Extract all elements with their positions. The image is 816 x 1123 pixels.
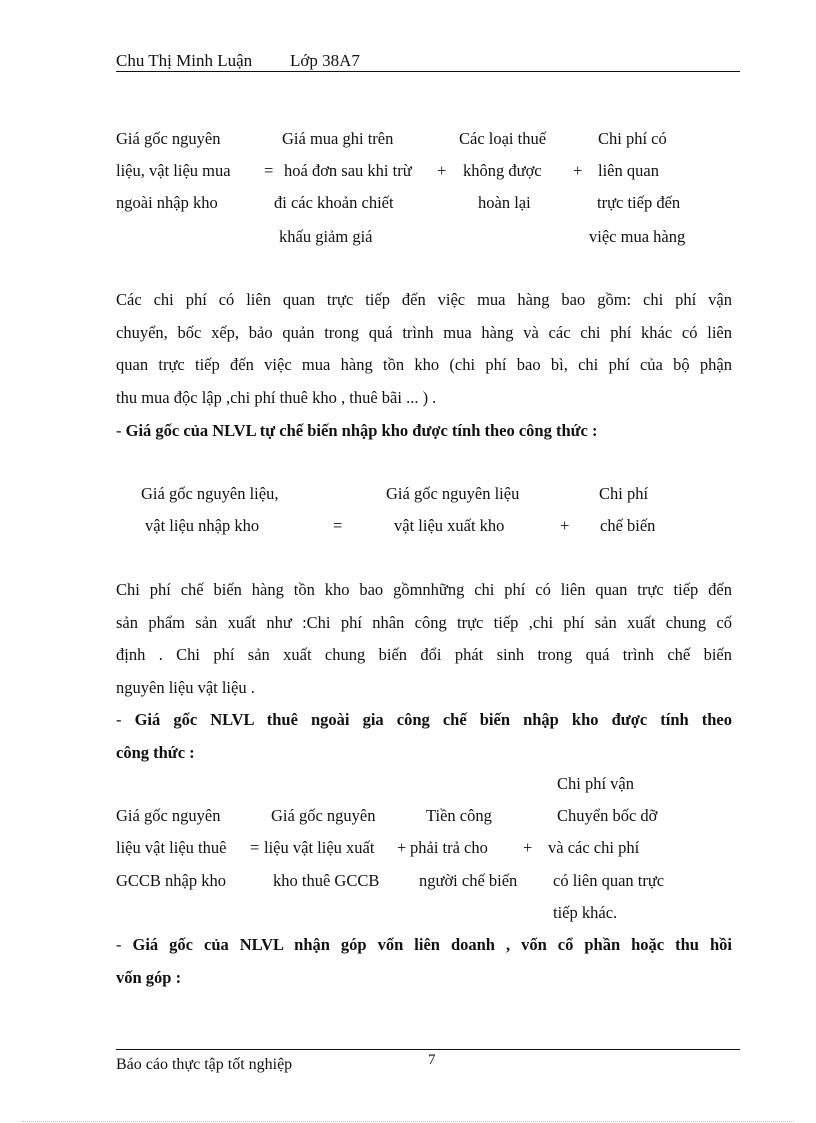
formula1-plus: + — [573, 161, 583, 180]
formula1-plus: + — [437, 161, 447, 180]
formula1-col2-line: Giá mua ghi trên — [282, 129, 394, 148]
formula3-col2-line: kho thuê GCCB — [273, 871, 380, 890]
footer-rule — [116, 1049, 740, 1050]
heading-dash: - — [116, 935, 133, 954]
formula1-col4-line: trực tiếp đến — [597, 193, 681, 212]
heading-text-line: vốn góp : — [116, 967, 182, 987]
formula1-col2-line: đi các khoản chiết — [274, 193, 394, 212]
formula3-col1-line: Giá gốc nguyên — [116, 806, 221, 825]
heading-text-line: Giá gốc NLVL thuê ngoài gia công chế biến nhập kho được tính theo — [134, 710, 732, 729]
formula3-col1-line: GCCB nhập kho — [116, 871, 227, 890]
heading-text: Giá gốc của NLVL tự chế biến nhập kho được tính theo công thức : — [125, 421, 598, 440]
heading-text — [116, 704, 732, 737]
paragraph-related-costs — [116, 284, 732, 414]
footer-title: Báo cáo thực tập tốt nghiệp — [116, 1056, 293, 1073]
formula2-col1-line: vật liệu nhập kho — [145, 516, 260, 535]
paragraph-line: định . Chi phí sản xuất chung biến đổi phát sinh trong quá trình chế biến — [116, 645, 732, 664]
formula3-col4-line: và các chi phí — [548, 838, 640, 857]
formula3-plus: + — [523, 838, 533, 857]
formula3-col3-line: phải trả cho — [410, 838, 488, 857]
formula1-col1-line: ngoài nhập kho — [116, 193, 218, 212]
header-author: Chu Thị Minh Luận — [116, 51, 253, 70]
formula3-col3-line: người chế biến — [419, 871, 518, 890]
page-number: 7 — [428, 1052, 436, 1068]
formula2-col1-line: Giá gốc nguyên liệu, — [141, 484, 279, 503]
formula3-col2-line: liệu vật liệu xuất — [264, 838, 375, 857]
paragraph-line: thu mua độc lập ,chi phí thuê kho , thuê bãi ... ) . — [116, 387, 437, 407]
formula3-col4-line: tiếp khác. — [553, 903, 618, 922]
formula1-col1-line: liệu, vật liệu mua — [116, 161, 231, 180]
formula1-col2-line: khấu giảm giá — [279, 227, 373, 246]
header-class: Lớp 38A7 — [290, 51, 360, 70]
heading-dash: - — [116, 710, 135, 729]
formula2-plus: + — [560, 516, 570, 535]
header-rule — [116, 71, 740, 72]
heading-text — [116, 929, 732, 962]
paragraph-line: chuyển, bốc xếp, bảo quản trong quá trình mua hàng và các chi phí khác có liên — [116, 322, 732, 342]
paragraph-line: quan trực tiếp đến việc mua hàng tồn kho (chi phí bao bì, chi phí của bộ phận — [116, 355, 732, 374]
formula1-col1-line: Giá gốc nguyên — [116, 129, 221, 148]
heading-dash: - — [116, 421, 126, 440]
formula3-col1-line: liệu vật liệu thuê — [116, 838, 227, 857]
formula3-plus: + — [397, 838, 407, 857]
formula2-col3-line: chế biến — [600, 516, 656, 535]
formula1-col3-line: hoàn lại — [478, 193, 531, 212]
formula1-col4-line: Chi phí có — [598, 129, 667, 148]
paragraph-line: sản phẩm sản xuất như :Chi phí nhân công trực tiếp ,chi phí sản xuất chung cố — [116, 612, 732, 632]
formula1-col3-line: Các loại thuế — [459, 129, 547, 148]
formula3-col4-line: Chi phí vận — [557, 774, 634, 793]
heading-outsourced — [116, 704, 732, 769]
page-edge-divider — [22, 1121, 794, 1122]
formula2-col3-line: Chi phí — [599, 484, 649, 503]
formula2-col2-line: vật liệu xuất kho — [394, 516, 505, 535]
formula1-col3-line: không được — [463, 161, 542, 180]
heading-text-line: công thức : — [116, 742, 195, 762]
formula1-col2-line: hoá đơn sau khi trừ — [284, 161, 412, 180]
heading-capital-contribution — [116, 929, 732, 994]
formula1-col4-line: việc mua hàng — [589, 227, 686, 246]
formula3-equals: = — [250, 838, 260, 857]
formula3-col4-line: có liên quan trực — [553, 871, 665, 890]
heading-self-processed — [116, 423, 598, 440]
formula3-col4-line: Chuyển bốc dỡ — [557, 806, 658, 825]
heading-text-line: Giá gốc của NLVL nhận góp vốn liên doanh , vốn cổ phần hoặc thu hồi — [132, 935, 732, 954]
formula2-col2-line: Giá gốc nguyên liệu — [386, 484, 520, 503]
formula3-col3-line: Tiền công — [426, 806, 492, 825]
formula3-col2-line: Giá gốc nguyên — [271, 806, 376, 825]
paragraph-line: Các chi phí có liên quan trực tiếp đến việc mua hàng bao gồm: chi phí vận — [116, 290, 732, 309]
paragraph-line: Chi phí chế biến hàng tồn kho bao gồmnhững chi phí có liên quan trực tiếp đến — [116, 580, 732, 599]
formula2-equals: = — [333, 516, 343, 535]
formula1-col4-line: liên quan — [598, 161, 659, 180]
paragraph-line: nguyên liệu vật liệu . — [116, 677, 255, 697]
formula1-equals: = — [264, 161, 274, 180]
paragraph-processing-costs — [116, 574, 732, 704]
